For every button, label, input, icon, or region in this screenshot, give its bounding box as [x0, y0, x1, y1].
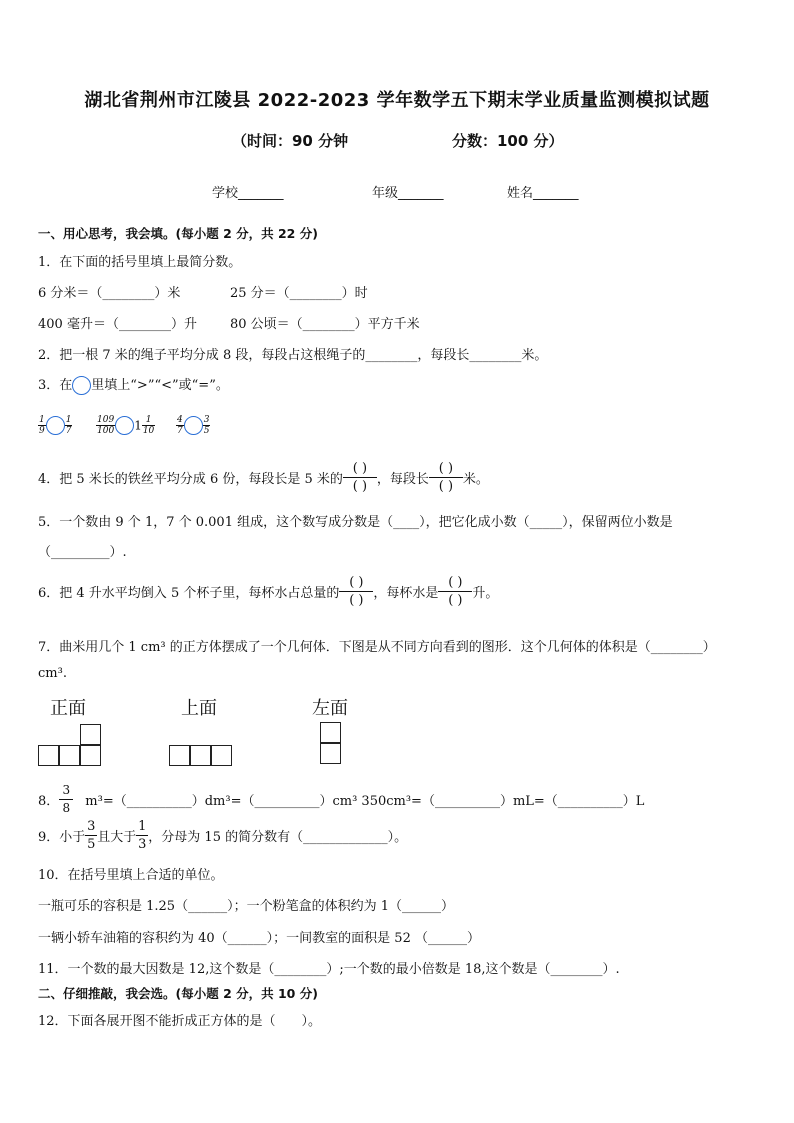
q11: 11．一个数的最大因数是 12,这个数是（________）;一个数的最小倍数是 18,这个数是（________）. [38, 962, 620, 977]
q7-line-1: 7．曲米用几个 1 cm³ 的正方体摆成了一个几何体．下图是从不同方向看到的图形．这个几何体的体积是（________） [38, 640, 716, 655]
school-field[interactable]: 学校_______ [212, 186, 284, 201]
q3-post: 里填上“>”“<”或“=”。 [91, 378, 229, 393]
compare-circle-icon[interactable] [115, 416, 134, 435]
fraction: $\frac{3}{5}$ [203, 415, 210, 436]
time-label: （时间：90 分钟 [232, 132, 349, 150]
compare-circle-icon [72, 376, 91, 395]
blank-fraction[interactable]: ( ) ( ) [429, 460, 463, 495]
q3-stem [38, 374, 229, 395]
left-view-label: 左面 [312, 698, 348, 719]
blank-fraction[interactable]: ( ) ( ) [339, 574, 373, 609]
fraction: $\frac{1}{10}$ [142, 415, 155, 436]
q10-a: 一瓶可乐的容积是 1.25（______）；一个粉笔盒的体积约为 1（______） [38, 899, 454, 914]
q12: 12．下面各展开图不能折成正方体的是（ ）。 [38, 1014, 322, 1029]
q1-c: 400 毫升＝（________）升 [38, 317, 197, 332]
q3-item-2: $\frac{109}{100}$ 1 $\frac{1}{10}$ [97, 415, 155, 436]
q1-d: 80 公顷＝（________）平方千米 [230, 317, 420, 332]
q3-item-1 [38, 415, 72, 436]
blank-fraction[interactable]: ( ) ( ) [343, 460, 377, 495]
q7-line-2: cm³. [38, 666, 67, 681]
q5-line-2: （_________）. [38, 545, 127, 560]
q8: 8． $\frac{3}{8}$ m³=（__________）dm³=（__________）cm³ 350cm³=（__________）mL=（__________）L [38, 783, 645, 815]
section-1-heading: 一、用心思考，我会填。(每小题 2 分，共 22 分) [38, 226, 318, 241]
fraction: $\frac{3}{5}$ [87, 819, 96, 852]
fraction: $\frac{1}{7}$ [65, 415, 72, 436]
grade-field[interactable]: 年级_______ [372, 186, 444, 201]
q1-a: 6 分米＝（________）米 [38, 286, 181, 301]
score-label: 分数：100 分） [452, 132, 564, 150]
compare-circle-icon[interactable] [46, 416, 65, 435]
fraction: $\frac{3}{8}$ [59, 782, 73, 817]
q9: 9．小于 $\frac{3}{5}$ 且大于 $\frac{1}{3}$ ，分母为 15 的简分数有（_____________）。 [38, 819, 408, 852]
fraction: $\frac{4}{7}$ [177, 415, 183, 436]
q3-pre: 3．在 [38, 378, 73, 393]
q5-line-1: 5．一个数由 9 个 1，7 个 0.001 组成，这个数写成分数是（____），把它化成小数（_____），保留两位小数是 [38, 515, 673, 530]
fraction: $\frac{109}{100}$ [97, 415, 115, 436]
fraction: $\frac{1}{3}$ [138, 819, 147, 852]
page-title: 湖北省荆州市江陵县 2022-2023 学年数学五下期末学业质量监测模拟试题 [84, 90, 710, 111]
q2: 2．把一根 7 米的绳子平均分成 8 段，每段占这根绳子的________，每段长________米。 [38, 348, 548, 363]
top-view-label: 上面 [181, 698, 217, 719]
q3-item-3 [176, 415, 210, 436]
blank-fraction[interactable]: ( ) ( ) [438, 574, 472, 609]
q1-stem: 1．在下面的括号里填上最简分数。 [38, 255, 242, 270]
front-view-label: 正面 [50, 698, 86, 719]
name-field[interactable]: 姓名_______ [507, 186, 579, 201]
q4: 4．把 5 米长的铁丝平均分成 6 份，每段长是 5 米的 ( ) ( ) ，每段长 ( ) ( ) 米。 [38, 461, 489, 494]
fraction: $\frac{1}{9}$ [39, 415, 45, 436]
compare-circle-icon[interactable] [184, 416, 203, 435]
q1-b: 25 分＝（________）时 [230, 286, 368, 301]
q10-b: 一辆小轿车油箱的容积约为 40（______）；一间教室的面积是 52 （______） [38, 931, 480, 946]
section-2-heading: 二、仔细推敲，我会选。(每小题 2 分，共 10 分) [38, 986, 318, 1001]
q10-stem: 10．在括号里填上合适的单位。 [38, 868, 224, 883]
q6: 6．把 4 升水平均倒入 5 个杯子里，每杯水占总量的 ( ) ( ) ，每杯水是 ( ) ( ) 升。 [38, 575, 499, 608]
